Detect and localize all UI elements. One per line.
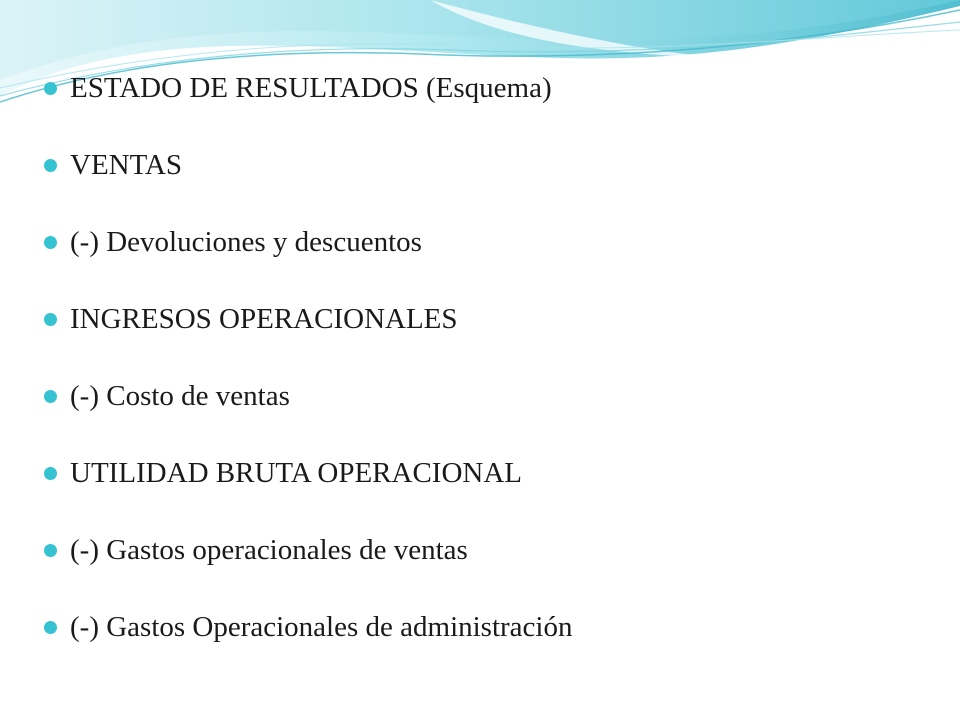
bullet-text: (-) Gastos operacionales de ventas — [70, 534, 468, 566]
list-item — [44, 299, 573, 376]
bullet-list — [44, 68, 573, 684]
list-item — [44, 68, 573, 145]
list-item — [44, 145, 573, 222]
bullet-text: UTILIDAD BRUTA OPERACIONAL — [70, 457, 522, 489]
bullet-text: VENTAS — [70, 149, 183, 181]
bullet-text: (-) Gastos Operacionales de administración — [70, 611, 573, 643]
bullet-dot-icon — [44, 313, 57, 326]
list-item — [44, 376, 573, 453]
bullet-dot-icon — [44, 236, 57, 249]
bullet-dot-icon — [44, 621, 57, 634]
bullet-dot-icon — [44, 467, 57, 480]
bullet-dot-icon — [44, 82, 57, 95]
bullet-text: INGRESOS OPERACIONALES — [70, 303, 458, 335]
list-item — [44, 530, 573, 607]
bullet-text: (-) Devoluciones y descuentos — [70, 226, 422, 258]
bullet-dot-icon — [44, 390, 57, 403]
list-item — [44, 607, 573, 684]
list-item — [44, 222, 573, 299]
bullet-text: (-) Costo de ventas — [70, 380, 290, 412]
list-item — [44, 453, 573, 530]
bullet-text: ESTADO DE RESULTADOS (Esquema) — [70, 72, 552, 104]
bullet-dot-icon — [44, 159, 57, 172]
bullet-dot-icon — [44, 544, 57, 557]
